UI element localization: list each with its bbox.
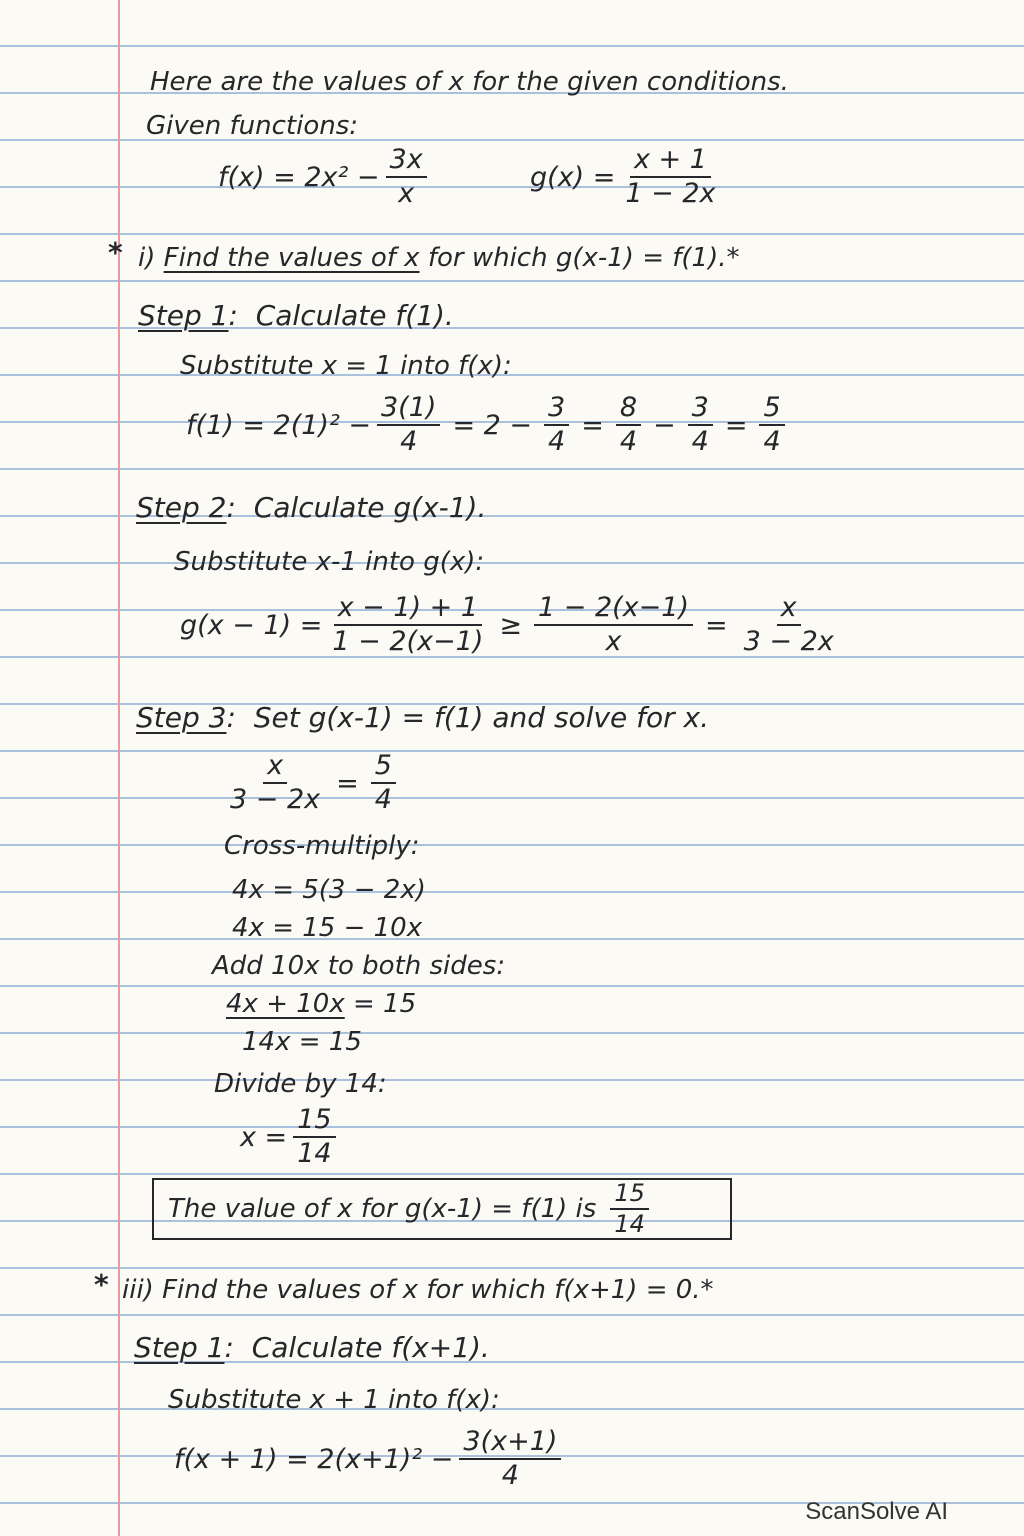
add-label: Add 10x to both sides:	[212, 951, 506, 981]
frac: $\frac{x - 1) + 1}{1 - 2(x-1)}$	[332, 592, 484, 658]
work-line-3: 4x + 10x = 15	[226, 989, 417, 1019]
part3-title	[122, 1274, 714, 1306]
part1-title	[138, 242, 740, 274]
part3-title-text: Find the values of x for which f(x+1) = 0.*	[162, 1275, 714, 1305]
p1-step1-equation: f(1) = 2(1)² − $\frac{3(1)}{4}$ = 2 − $\frac{3}{4}$ = $\frac{8}{4}$ − $\frac{3}{4}$ = $\frac{5}{4}$	[186, 394, 791, 457]
divide-label: Divide by 14:	[214, 1069, 387, 1099]
p1-step2-sub: Substitute x-1 into g(x):	[174, 547, 485, 577]
frac: $\frac{3}{4}$	[688, 394, 713, 457]
frac: $\frac{3}{4}$	[544, 394, 569, 457]
p1-step1-label: Step 1	[138, 299, 229, 332]
given-label: Given functions:	[146, 111, 359, 141]
answer-fraction: $\frac{15}{14}$	[610, 1181, 649, 1237]
p3-step1-equation: f(x + 1) = 2(x+1)² − $\frac{3(x+1)}{4}$	[174, 1428, 567, 1491]
part3-label: iii)	[122, 1275, 154, 1305]
g-definition	[530, 146, 726, 209]
frac: $\frac{3(1)}{4}$	[377, 394, 440, 457]
part1-title-underlined: Find the values of x	[163, 243, 420, 273]
p1-step2-heading: Step 2: Calculate g(x-1).	[136, 491, 487, 524]
intro-text: Here are the values of x for the given conditions.	[150, 67, 789, 97]
part1-title-rest: for which g(x-1) = f(1).*	[427, 243, 740, 273]
p3-step1-text: Calculate f(x+1).	[251, 1331, 490, 1364]
g-def-fraction: $\frac{x + 1}{1 - 2x}$	[625, 144, 716, 210]
p3-step1-label: Step 1	[134, 1331, 225, 1364]
p1-step2-text: Calculate g(x-1).	[253, 491, 487, 524]
work-line-2: 4x = 15 − 10x	[232, 913, 423, 943]
frac: $\frac{5}{4}$	[371, 752, 396, 815]
work-line-1: 4x = 5(3 − 2x)	[232, 875, 426, 905]
frac: $\frac{x}{3 - 2x}$	[743, 592, 834, 658]
part3-star: *	[94, 1268, 109, 1301]
frac: $\frac{15}{14}$	[293, 1106, 335, 1169]
g-def-lhs: g(x) =	[530, 161, 616, 193]
f-definition	[218, 146, 433, 209]
part1-star: *	[108, 236, 123, 269]
frac: $\frac{x}{3 - 2x}$	[230, 750, 321, 816]
p1-step2-label: Step 2	[136, 491, 227, 524]
p1-step1-text: Calculate f(1).	[255, 299, 454, 332]
p1-step3-heading: Step 3: Set g(x-1) = f(1) and solve for x.	[136, 701, 710, 734]
part1-label: i)	[138, 243, 156, 273]
p3-step1-sub: Substitute x + 1 into f(x):	[168, 1385, 500, 1415]
frac: $\frac{8}{4}$	[616, 394, 641, 457]
frac: $\frac{5}{4}$	[759, 394, 784, 457]
p1-step3-text: Set g(x-1) = f(1) and solve for x.	[253, 701, 710, 734]
frac: $\frac{1 - 2(x-1)}{x}$	[534, 594, 693, 657]
margin-line	[118, 0, 120, 1536]
p1-step3-equation: $\frac{x}{3 - 2x}$ = $\frac{5}{4}$	[220, 752, 402, 815]
cross-multiply-label: Cross-multiply:	[224, 831, 420, 861]
brand-watermark: ScanSolve AI	[805, 1498, 948, 1525]
f-def-fraction: $\frac{3x}{x}$	[386, 146, 427, 209]
frac: $\frac{3(x+1)}{4}$	[459, 1428, 561, 1491]
p1-step2-equation: g(x − 1) = $\frac{x - 1) + 1}{1 - 2(x-1)}$ ≥ $\frac{1 - 2(x-1)}{x}$ = $\frac{x}{3 - 2x}$	[180, 594, 844, 657]
p3-step1-heading: Step 1: Calculate f(x+1).	[134, 1331, 490, 1364]
answer-box	[152, 1178, 732, 1240]
f-def-lhs: f(x) = 2x² −	[218, 161, 380, 193]
answer-text: The value of x for g(x-1) = f(1) is	[168, 1194, 597, 1224]
p1-step3-label: Step 3	[136, 701, 227, 734]
p1-step1-heading: Step 1: Calculate f(1).	[138, 299, 454, 332]
result-equation: x = $\frac{15}{14}$	[240, 1106, 342, 1169]
p1-step1-sub: Substitute x = 1 into f(x):	[180, 351, 512, 381]
work-line-4: 14x = 15	[242, 1027, 362, 1057]
